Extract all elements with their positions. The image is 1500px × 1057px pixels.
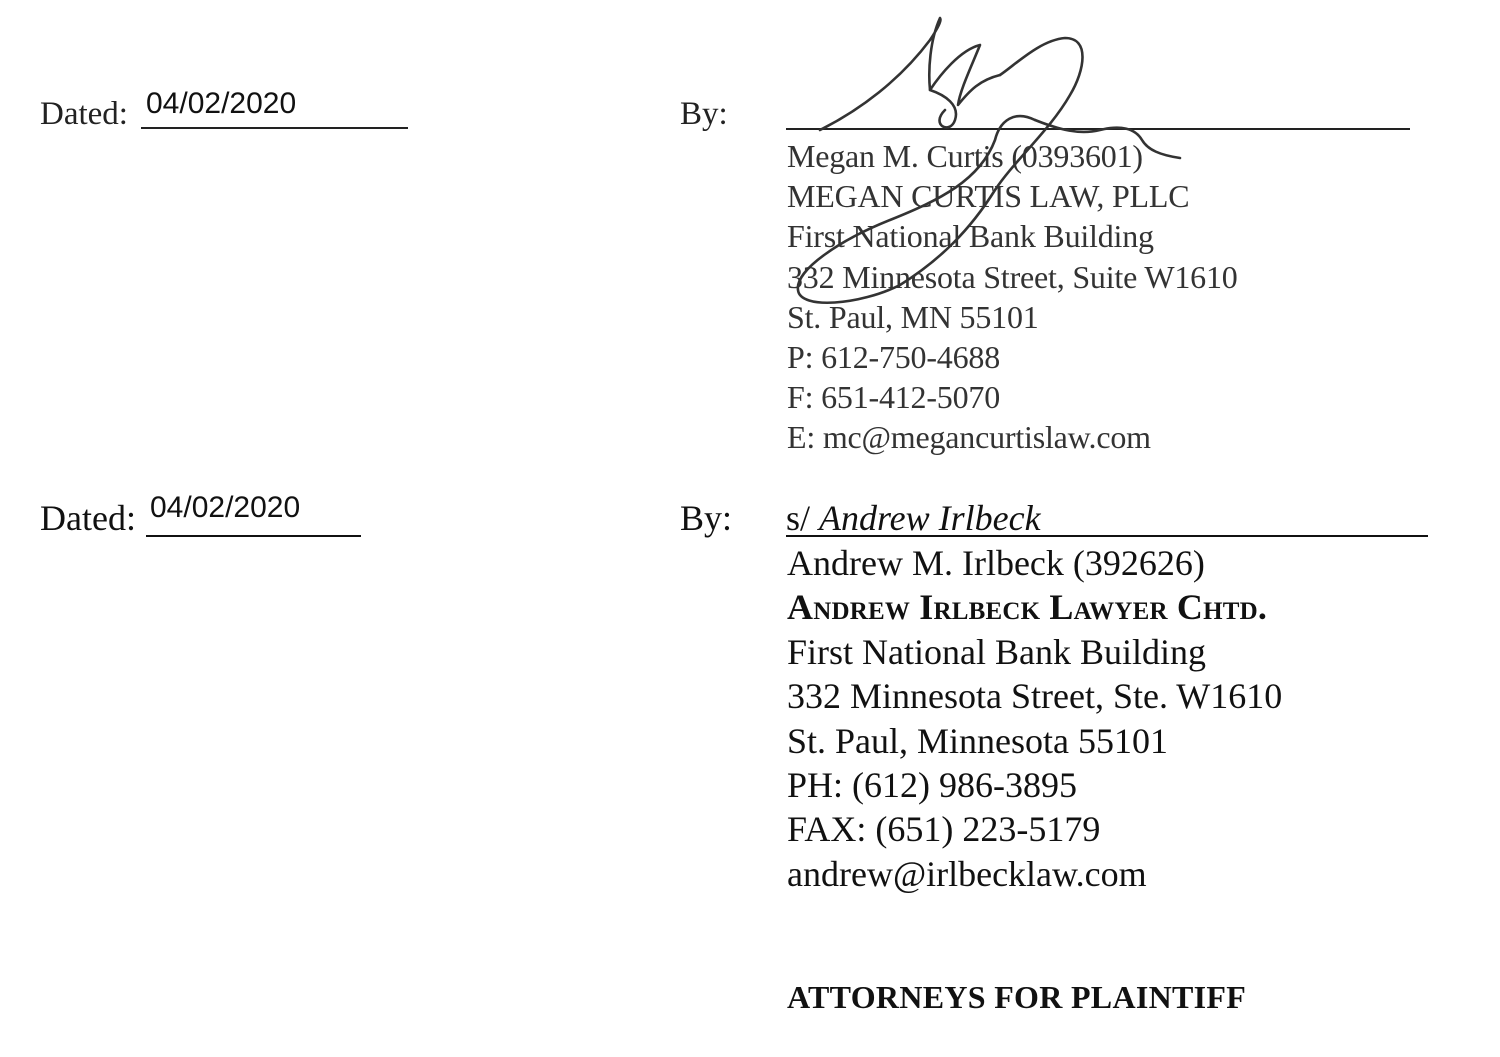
phone-line: PH: (612) 986-3895 [787,764,1077,805]
address-line: St. Paul, Minnesota 55101 [787,720,1169,761]
fax-line: FAX: (651) 223-5179 [787,809,1101,850]
dated-label: Dated: [40,96,128,132]
date-underline [146,535,361,537]
signature-line [786,535,1428,537]
attorney-name: Megan M. Curtis (0393601) [787,138,1143,174]
attorneys-for-plaintiff-heading: ATTORNEYS FOR PLAINTIFF [787,979,1247,1015]
electronic-signature [786,497,1041,539]
fax-line: F: 651-412-5070 [787,379,1001,416]
dated-value: 04/02/2020 [150,491,301,524]
address-line: First National Bank Building [787,218,1154,255]
firm-name: MEGAN CURTIS LAW, PLLC [787,178,1190,215]
signature-prefix: s/ [786,498,811,538]
dated-label: Dated: [40,498,136,538]
attorney-contact-block [787,541,1282,896]
handwritten-signature [780,10,1200,310]
attorney-name: Andrew M. Irlbeck (392626) [787,543,1205,583]
address-line: 332 Minnesota Street, Suite W1610 [787,258,1238,295]
address-line: St. Paul, MN 55101 [787,298,1039,335]
dated-value: 04/02/2020 [146,87,297,120]
address-line: 332 Minnesota Street, Ste. W1610 [787,676,1283,717]
phone-line: P: 612-750-4688 [787,338,1001,375]
signature-name: Andrew Irlbeck [819,498,1041,538]
date-underline [141,127,408,129]
firm-name: Andrew Irlbeck Lawyer Chtd. [787,587,1268,628]
by-label: By: [680,96,728,132]
email-line: andrew@irlbecklaw.com [787,853,1147,894]
address-line: First National Bank Building [787,631,1206,672]
by-label: By: [680,498,733,538]
email-line: E: mc@megancurtislaw.com [787,419,1151,456]
